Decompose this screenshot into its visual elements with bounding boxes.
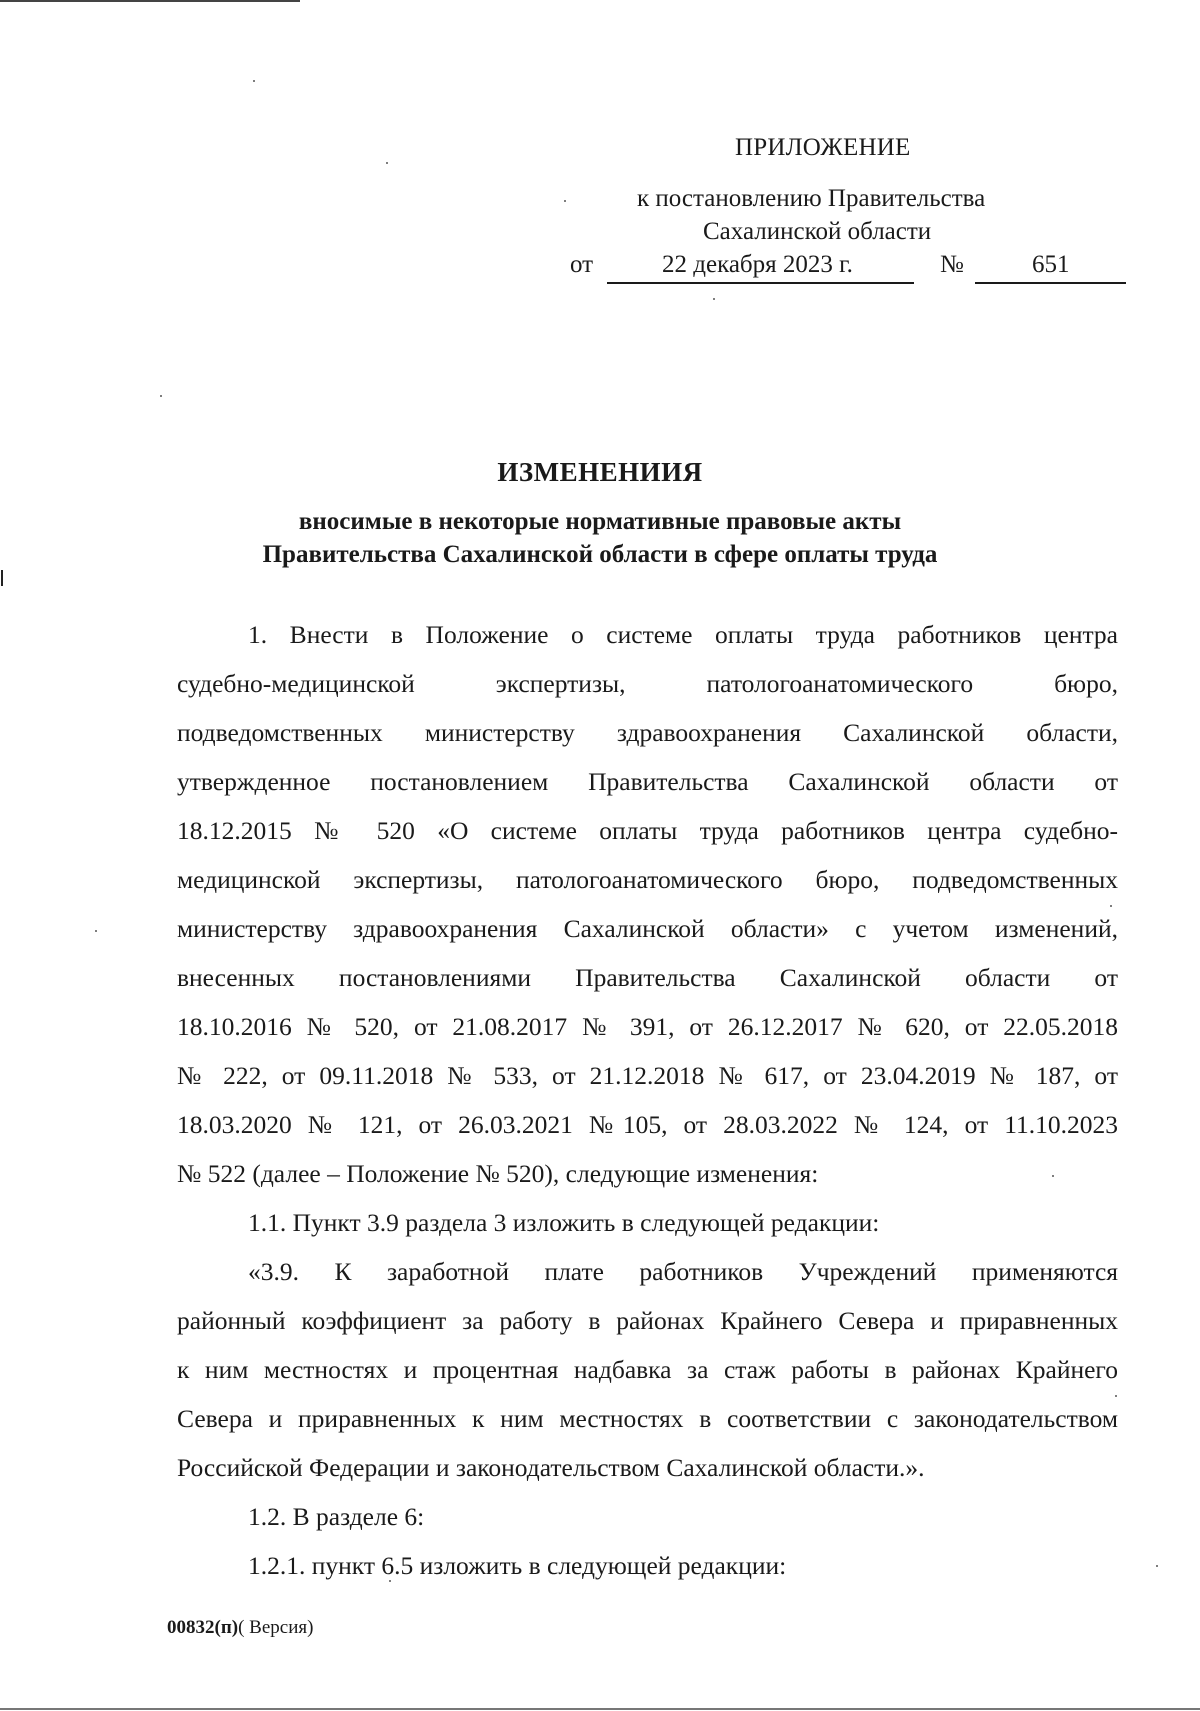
appendix-reference-line: к постановлению Правительства [637,185,986,212]
date-underline [607,282,914,284]
body-line: 1.2.1. пункт 6.5 изложить в следующей редакции: [248,1551,787,1580]
appendix-dateline [570,251,1126,285]
body-line: № 222, от 09.11.2018 № 533, от 21.12.2018 № 617, от 23.04.2019 № 187, от [177,1061,1118,1090]
body-line: внесенных постановлениями Правительства Сахалинской области от [177,963,1118,992]
number-underline [975,282,1126,284]
body-line: 18.10.2016 № 520, от 21.08.2017 № 391, от 26.12.2017 № 620, от 22.05.2018 [177,1012,1118,1041]
body-line: утвержденное постановлением Правительства Сахалинской области от [177,767,1118,796]
scan-top-edge [0,0,300,2]
scan-speck [1110,905,1112,907]
document-subtitle-line-1: вносимые в некоторые нормативные правовые акты [298,508,902,535]
scan-speck [1156,1565,1158,1567]
body-line: 1.2. В разделе 6: [248,1502,425,1531]
scan-speck [564,200,566,202]
scan-speck [713,298,715,300]
scan-speck [160,395,162,397]
body-line: медицинской экспертизы, патологоанатомического бюро, подведомственных [177,865,1118,894]
footer-code: 00832(п) [167,1617,239,1638]
body-line: районный коэффициент за работу в районах Крайнего Севера и приравненных [177,1306,1118,1335]
scan-left-mark [1,570,3,586]
body-line: «3.9. К заработной плате работников Учреждений применяются [248,1257,1118,1286]
body-line: 1. Внести в Положение о системе оплаты труда работников центра [248,620,1118,649]
body-line: к ним местностях и процентная надбавка за стаж работы в районах Крайнего [177,1355,1118,1384]
scan-speck [386,162,388,164]
scan-speck [253,80,255,82]
body-line: Севера и приравненных к ним местностях в соответствии с законодательством [177,1404,1118,1433]
number-sign: № [940,251,964,278]
body-line: 18.12.2015 № 520 «О системе оплаты труда работников центра судебно- [177,816,1118,845]
footer-version: ( Версия) [238,1617,314,1638]
resolution-date: 22 декабря 2023 г. [662,251,853,278]
body-line: 1.1. Пункт 3.9 раздела 3 изложить в следующей редакции: [248,1208,880,1237]
document-subtitle-line-2: Правительства Сахалинской области в сфере оплаты труда [262,541,938,568]
scan-speck [1115,1395,1117,1397]
body-line: министерству здравоохранения Сахалинской области» с учетом изменений, [177,914,1118,943]
footer-document-code [167,1617,313,1639]
body-line: Российской Федерации и законодательством Сахалинской области.». [177,1453,925,1482]
appendix-region-line: Сахалинской области [703,218,932,245]
document-title: ИЗМЕНЕНИИЯ [497,457,703,487]
appendix-title: ПРИЛОЖЕНИЕ [735,134,911,161]
scan-bottom-edge [0,1708,1200,1710]
resolution-number: 651 [1032,251,1070,278]
body-line: подведомственных министерству здравоохранения Сахалинской области, [177,718,1118,747]
scan-speck [95,930,97,932]
body-line: 18.03.2020 № 121, от 26.03.2021 №105, от 28.03.2022 № 124, от 11.10.2023 [177,1110,1118,1139]
body-line: судебно-медицинской экспертизы, патологоанатомического бюро, [177,669,1118,698]
body-line: № 522 (далее – Положение № 520), следующие изменения: [177,1159,819,1188]
date-prefix: от [570,251,594,278]
